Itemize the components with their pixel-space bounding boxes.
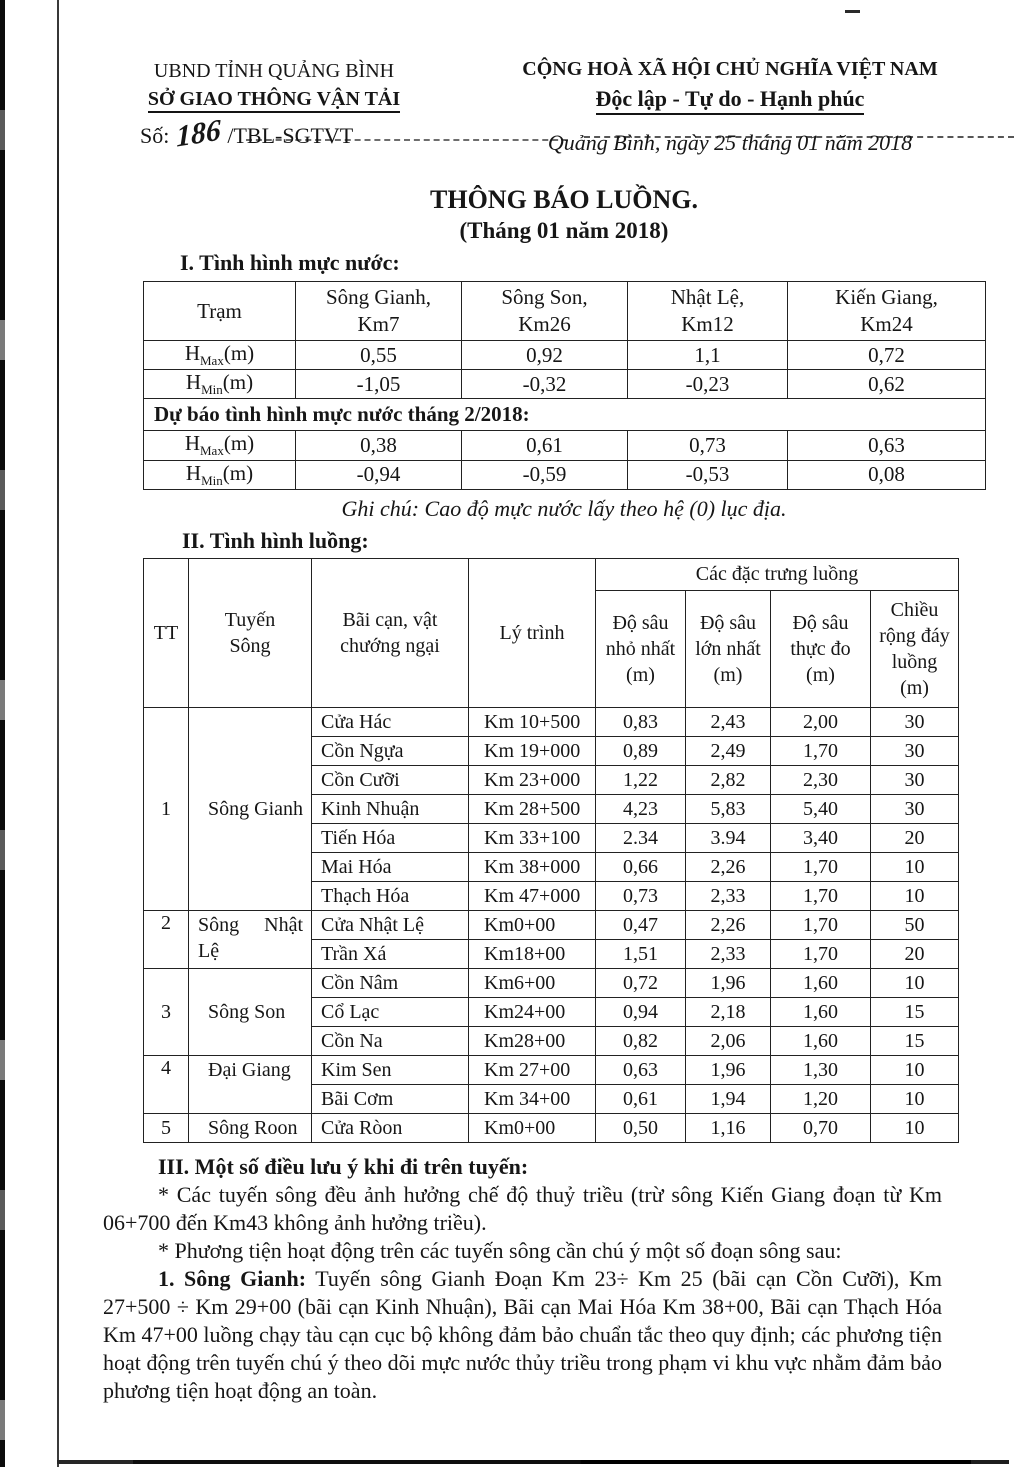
row-label-cell: $H_{Max}(m)$	[144, 341, 296, 370]
channel-value-cell: 0,83	[596, 708, 686, 737]
route-cell: Sông Son	[189, 969, 312, 1056]
tt-cell: 3	[144, 969, 189, 1056]
obstacle-cell: Cửa Nhật Lệ	[312, 911, 469, 940]
channel-value-cell: 0,50	[596, 1114, 686, 1143]
water-value-cell: 0,61	[462, 431, 628, 460]
channel-value-cell: 1,94	[686, 1085, 771, 1114]
water-value-cell: 0,92	[462, 341, 628, 370]
channel-value-cell: 1,22	[596, 766, 686, 795]
channel-value-cell: 1,20	[771, 1085, 871, 1114]
section3-bullet1: * Các tuyến sông đều ảnh hưởng chế độ thuỷ triều (trừ sông Kiến Giang đoạn từ Km 06+700 đến Km43 không ảnh hưởng triều).	[103, 1182, 942, 1235]
scan-edge-bar	[0, 0, 5, 1467]
channel-value-cell: 2,43	[686, 708, 771, 737]
channel-value-cell: 0,63	[596, 1056, 686, 1085]
obstacle-cell: Mai Hóa	[312, 853, 469, 882]
channel-value-cell: 15	[871, 998, 959, 1027]
channel-value-cell: 0,61	[596, 1085, 686, 1114]
channel-value-cell: 30	[871, 737, 959, 766]
col-header-depth-max: Độ sâu lớn nhất (m)	[686, 591, 771, 708]
channel-table-row	[144, 1114, 959, 1143]
channel-value-cell: 1,70	[771, 911, 871, 940]
water-table-row	[144, 460, 986, 489]
channel-value-cell: 10	[871, 1085, 959, 1114]
channel-table-row	[144, 969, 959, 998]
channel-value-cell: 2,26	[686, 911, 771, 940]
channel-value-cell: 1,60	[771, 969, 871, 998]
channel-value-cell: 0,82	[596, 1027, 686, 1056]
channel-value-cell: 10	[871, 882, 959, 911]
water-value-cell: 1,1	[628, 341, 788, 370]
channel-value-cell: 5,83	[686, 795, 771, 824]
ly-trinh-cell: Km18+00	[469, 940, 596, 969]
water-value-cell: 0,63	[788, 431, 986, 460]
water-value-cell: 0,38	[296, 431, 462, 460]
col-header-depth-min: Độ sâu nhỏ nhất (m)	[596, 591, 686, 708]
handwritten-number: 186	[175, 113, 221, 154]
col-header-ly-trinh: Lý trình	[469, 559, 596, 708]
ly-trinh-cell: Km 27+00	[469, 1056, 596, 1085]
document-title: THÔNG BÁO LUỒNG.	[430, 185, 698, 214]
channel-value-cell: 1,30	[771, 1056, 871, 1085]
route-cell: Sông Gianh	[189, 708, 312, 911]
channel-value-cell: 1,96	[686, 1056, 771, 1085]
ly-trinh-cell: Km0+00	[469, 911, 596, 940]
channel-value-cell: 30	[871, 708, 959, 737]
row-label-cell: $H_{Min}(m)$	[144, 370, 296, 399]
letterhead-right	[500, 56, 960, 156]
ly-trinh-cell: Km 34+00	[469, 1085, 596, 1114]
channel-value-cell: 2,06	[686, 1027, 771, 1056]
col-header-channel-width: Chiều rộng đáy luồng (m)	[871, 591, 959, 708]
tt-cell: 5	[144, 1114, 189, 1143]
col-header-route: Tuyến Sông	[189, 559, 312, 708]
channel-value-cell: 1,96	[686, 969, 771, 998]
channel-value-cell: 2,30	[771, 766, 871, 795]
letterhead-left	[126, 58, 422, 154]
tt-cell: 4	[144, 1056, 189, 1114]
col-header-river: Nhật Lệ, Km12	[628, 282, 788, 341]
route-cell: Sông Roon	[189, 1114, 312, 1143]
channel-value-cell: 3.94	[686, 824, 771, 853]
obstacle-cell: Cồn Na	[312, 1027, 469, 1056]
water-value-cell: -0,23	[628, 370, 788, 399]
channel-value-cell: 1,51	[596, 940, 686, 969]
obstacle-cell: Bãi Cơm	[312, 1085, 469, 1114]
water-value-cell: 0,62	[788, 370, 986, 399]
channel-value-cell: 50	[871, 911, 959, 940]
col-header-depth-measured: Độ sâu thực đo (m)	[771, 591, 871, 708]
channel-table-row	[144, 911, 959, 940]
water-level-note: Ghi chú: Cao độ mực nước lấy theo hệ (0) lục địa.	[341, 496, 787, 521]
channel-value-cell: 1,16	[686, 1114, 771, 1143]
forecast-heading-cell: Dự báo tình hình mực nước tháng 2/2018:	[144, 399, 986, 431]
national-header: CỘNG HOÀ XÃ HỘI CHỦ NGHĨA VIỆT NAM	[522, 58, 938, 80]
water-value-cell: 0,72	[788, 341, 986, 370]
channel-value-cell: 0,72	[596, 969, 686, 998]
channel-value-cell: 1,70	[771, 853, 871, 882]
org-name: UBND TỈNH QUẢNG BÌNH	[153, 60, 395, 82]
water-table-header-row	[144, 282, 986, 341]
ly-trinh-cell: Km6+00	[469, 969, 596, 998]
channel-value-cell: 10	[871, 1114, 959, 1143]
channel-value-cell: 1,70	[771, 940, 871, 969]
water-value-cell: -0,94	[296, 460, 462, 489]
col-header-river: Kiến Giang, Km24	[788, 282, 986, 341]
scan-bottom-bar	[57, 1460, 1009, 1464]
channel-value-cell: 4,23	[596, 795, 686, 824]
doc-number-prefix: Số:	[140, 123, 170, 148]
water-value-cell: -1,05	[296, 370, 462, 399]
section3-bullet2: * Phương tiện hoạt động trên các tuyến sông cần chú ý một số đoạn sông sau:	[158, 1238, 842, 1263]
tt-cell: 1	[144, 708, 189, 911]
water-value-cell: 0,55	[296, 341, 462, 370]
channel-value-cell: 5,40	[771, 795, 871, 824]
section2-heading: II. Tình hình luồng:	[182, 528, 369, 553]
col-header-station-name: Trạm	[144, 282, 296, 341]
channel-value-cell: 0,89	[596, 737, 686, 766]
channel-value-cell: 30	[871, 766, 959, 795]
tt-cell: 2	[144, 911, 189, 969]
obstacle-cell: Cửa Hác	[312, 708, 469, 737]
forecast-heading-row	[144, 399, 986, 431]
channel-value-cell: 3,40	[771, 824, 871, 853]
channel-value-cell: 0,47	[596, 911, 686, 940]
channel-value-cell: 2,33	[686, 882, 771, 911]
channel-value-cell: 1,60	[771, 1027, 871, 1056]
ly-trinh-cell: Km 28+500	[469, 795, 596, 824]
channel-table-row	[144, 1056, 959, 1085]
ly-trinh-cell: Km 23+000	[469, 766, 596, 795]
channel-value-cell: 20	[871, 824, 959, 853]
title-block	[143, 184, 985, 245]
channel-value-cell: 1,70	[771, 882, 871, 911]
col-header-river: Sông Son, Km26	[462, 282, 628, 341]
ly-trinh-cell: Km28+00	[469, 1027, 596, 1056]
doc-number-suffix: /TBL-SGTVT	[227, 123, 354, 148]
channel-value-cell: 10	[871, 1056, 959, 1085]
ly-trinh-cell: Km 47+000	[469, 882, 596, 911]
obstacle-cell: Kim Sen	[312, 1056, 469, 1085]
obstacle-cell: Cửa Ròon	[312, 1114, 469, 1143]
section3-item1-text: Tuyến sông Gianh Đoạn Km 23÷ Km 25 (bãi cạn Cồn Cưỡi), Km 27+500 ÷ Km 29+00 (bãi cạn Kinh Nhuận), Bãi cạn Mai Hóa Km 38+00, Bãi cạn Thạch Hóa Km 47+00 luồng chạy tàu cạn cục bộ không đảm bảo chuẩn tắc theo quy định; các phương tiện hoạt động trên tuyến chú ý theo dõi mực nước thủy triều trong phạm vi khu vực nhằm đảm bảo phương tiện hoạt động an toàn.	[103, 1266, 942, 1403]
channel-value-cell: 1,70	[771, 737, 871, 766]
obstacle-cell: Tiến Hóa	[312, 824, 469, 853]
col-header-tt: TT	[144, 559, 189, 708]
col-header-obstacle: Bãi cạn, vật chướng ngại	[312, 559, 469, 708]
channel-value-cell: 10	[871, 969, 959, 998]
obstacle-cell: Cồn Nâm	[312, 969, 469, 998]
col-header-river: Sông Gianh, Km7	[296, 282, 462, 341]
channel-value-cell: 2,33	[686, 940, 771, 969]
col-header-characteristics: Các đặc trưng luồng	[596, 559, 959, 591]
scan-dash-mark	[845, 10, 860, 13]
channel-value-cell: 0,94	[596, 998, 686, 1027]
route-cell: Đại Giang	[189, 1056, 312, 1114]
section3-heading: III. Một số điều lưu ý khi đi trên tuyến:	[158, 1154, 529, 1179]
channel-header-row1	[144, 559, 959, 591]
ly-trinh-cell: Km0+00	[469, 1114, 596, 1143]
water-value-cell: -0,53	[628, 460, 788, 489]
scan-vertical-line	[57, 0, 59, 1467]
ly-trinh-cell: Km24+00	[469, 998, 596, 1027]
row-label-cell: $H_{Max}(m)$	[144, 431, 296, 460]
section3	[103, 1153, 942, 1405]
water-table-row	[144, 341, 986, 370]
channel-value-cell: 1,60	[771, 998, 871, 1027]
channel-value-cell: 20	[871, 940, 959, 969]
channel-value-cell: 2,00	[771, 708, 871, 737]
obstacle-cell: Kinh Nhuận	[312, 795, 469, 824]
channel-value-cell: 0,70	[771, 1114, 871, 1143]
water-value-cell: -0,59	[462, 460, 628, 489]
channel-table-row	[144, 708, 959, 737]
channel-value-cell: 10	[871, 853, 959, 882]
channel-value-cell: 0,66	[596, 853, 686, 882]
channel-table	[143, 558, 959, 1143]
channel-value-cell: 30	[871, 795, 959, 824]
ly-trinh-cell: Km 10+500	[469, 708, 596, 737]
ly-trinh-cell: Km 33+100	[469, 824, 596, 853]
channel-value-cell: 2,49	[686, 737, 771, 766]
water-value-cell: 0,73	[628, 431, 788, 460]
date-line: Quảng Bình, ngày 25 tháng 01 năm 2018	[547, 130, 913, 155]
water-table-row	[144, 431, 986, 460]
channel-value-cell: 2,26	[686, 853, 771, 882]
ly-trinh-cell: Km 38+000	[469, 853, 596, 882]
department-name: SỞ GIAO THÔNG VẬN TẢI	[126, 86, 422, 112]
channel-value-cell: 2,82	[686, 766, 771, 795]
obstacle-cell: Thạch Hóa	[312, 882, 469, 911]
section3-item1	[103, 1265, 942, 1405]
channel-value-cell: 2,18	[686, 998, 771, 1027]
row-label-cell: $H_{Min}(m)$	[144, 460, 296, 489]
route-cell: Sông Nhật Lệ	[189, 911, 312, 969]
channel-value-cell: 2.34	[596, 824, 686, 853]
national-motto: Độc lập - Tự do - Hạnh phúc	[500, 85, 960, 113]
document-number	[126, 113, 422, 154]
section3-item1-label: 1. Sông Gianh:	[158, 1266, 307, 1291]
section1-heading: I. Tình hình mực nước:	[180, 250, 400, 275]
document-subtitle: (Tháng 01 năm 2018)	[459, 218, 669, 243]
ly-trinh-cell: Km 19+000	[469, 737, 596, 766]
water-value-cell: -0,32	[462, 370, 628, 399]
channel-value-cell: 0,73	[596, 882, 686, 911]
water-level-table	[143, 281, 986, 490]
channel-value-cell: 15	[871, 1027, 959, 1056]
water-table-row	[144, 370, 986, 399]
obstacle-cell: Cồn Ngựa	[312, 737, 469, 766]
obstacle-cell: Cồn Cưỡi	[312, 766, 469, 795]
obstacle-cell: Trần Xá	[312, 940, 469, 969]
water-value-cell: 0,08	[788, 460, 986, 489]
obstacle-cell: Cổ Lạc	[312, 998, 469, 1027]
